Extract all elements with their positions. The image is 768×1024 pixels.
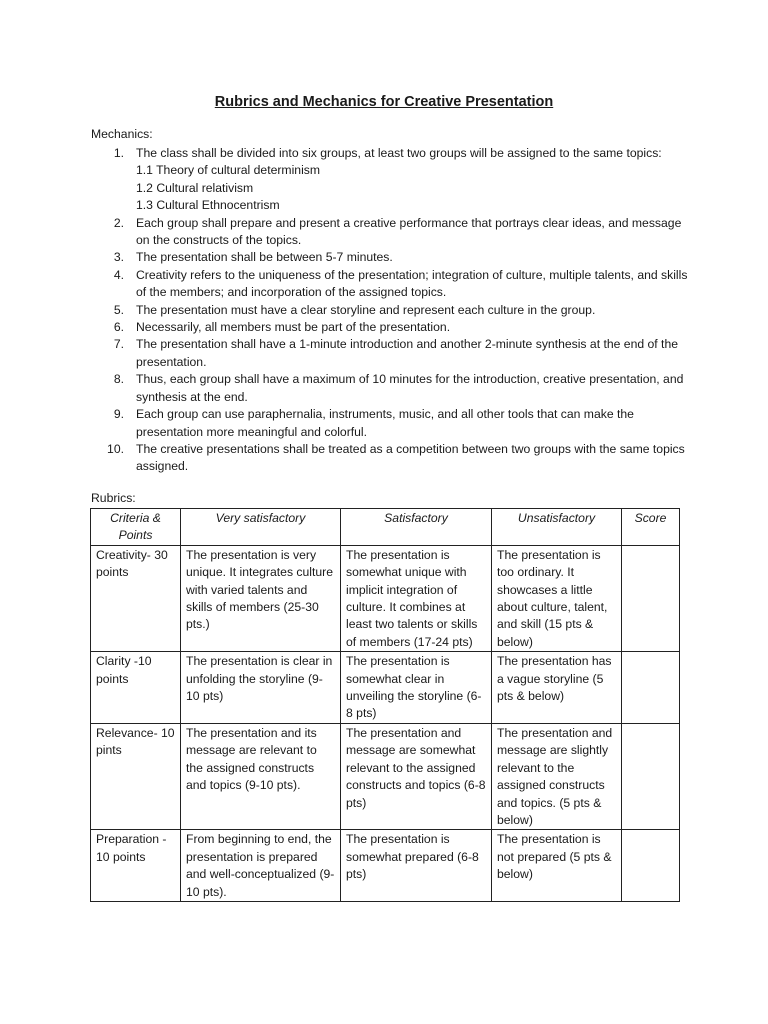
mechanics-list bbox=[91, 145, 691, 476]
list-item bbox=[91, 249, 691, 266]
header-unsatisfactory: Unsatisfactory bbox=[492, 509, 622, 546]
table-cell: Creativity- 30 points bbox=[91, 545, 181, 651]
item-text: Each group shall prepare and present a creative performance that portrays clear ideas, and message on the constructs of the topics. bbox=[136, 215, 682, 248]
item-text: Creativity refers to the uniqueness of the presentation; integration of culture, multiple talents, and skills of the members; and incorporation of the assigned topics. bbox=[136, 267, 688, 300]
item-text: The class shall be divided into six groups, at least two groups will be assigned to the same topics: bbox=[136, 146, 662, 160]
header-satisfactory: Satisfactory bbox=[341, 509, 492, 546]
table-cell: Preparation - 10 points bbox=[91, 830, 181, 902]
table-cell: The presentation is too ordinary. It showcases a little about culture, talent, and skill (15 pts & below) bbox=[492, 545, 622, 651]
header-very-satisfactory: Very satisfactory bbox=[181, 509, 341, 546]
item-number: 5. bbox=[113, 302, 124, 317]
item-text: Necessarily, all members must be part of the presentation. bbox=[136, 320, 451, 335]
table-row bbox=[91, 652, 680, 724]
item-number: 2. bbox=[113, 215, 124, 230]
score-cell bbox=[622, 723, 680, 829]
table-cell: Relevance- 10 pints bbox=[91, 723, 181, 829]
item-number: 4. bbox=[113, 267, 124, 282]
header-criteria: Criteria & Points bbox=[91, 509, 181, 546]
table-cell: From beginning to end, the presentation is prepared and well-conceptualized (9-10 pts). bbox=[181, 830, 341, 902]
sub-item: 1.1 Theory of cultural determinism bbox=[136, 163, 321, 178]
item-number: 7. bbox=[113, 337, 124, 352]
list-item bbox=[91, 441, 691, 476]
table-cell: The presentation is not prepared (5 pts & below) bbox=[492, 830, 622, 902]
table-cell: The presentation has a vague storyline (5 pts & below) bbox=[492, 652, 622, 724]
score-cell bbox=[622, 652, 680, 724]
page-title bbox=[0, 94, 768, 110]
rubrics-label: Rubrics: bbox=[91, 491, 136, 505]
item-text: Each group can use paraphernalia, instruments, music, and all other tools that can make the presentation more meaningful and colorful. bbox=[136, 407, 634, 439]
score-cell bbox=[622, 545, 680, 651]
item-number: 9. bbox=[113, 407, 124, 422]
list-item bbox=[91, 319, 691, 336]
table-cell: Clarity -10 points bbox=[91, 652, 181, 724]
table-cell: The presentation is somewhat prepared (6-8 pts) bbox=[341, 830, 492, 902]
sub-item: 1.2 Cultural relativism bbox=[136, 180, 254, 195]
score-cell bbox=[622, 830, 680, 902]
table-cell: The presentation is somewhat unique with implicit integration of culture. It combines at least two talents or skills of members (17-24 pts) bbox=[341, 545, 492, 651]
table-cell: The presentation is very unique. It integrates culture with varied talents and skills of members (25-30 pts.) bbox=[181, 545, 341, 651]
item-number: 10. bbox=[107, 441, 124, 456]
table-header-row bbox=[91, 509, 680, 546]
table-cell: The presentation and its message are relevant to the assigned constructs and topics (9-10 pts). bbox=[181, 723, 341, 829]
list-item bbox=[91, 336, 691, 371]
sub-item: 1.3 Cultural Ethnocentrism bbox=[136, 198, 280, 213]
table-row bbox=[91, 545, 680, 651]
item-text: The presentation shall have a 1-minute introduction and another 2-minute synthesis at the end of the presentation. bbox=[136, 337, 679, 369]
sub-list bbox=[136, 162, 691, 214]
item-text: The presentation must have a clear storyline and represent each culture in the group. bbox=[136, 302, 596, 317]
list-item bbox=[91, 267, 691, 302]
list-item bbox=[91, 371, 691, 406]
title-text: Rubrics and Mechanics for Creative Presentation bbox=[214, 94, 554, 110]
item-text: The presentation shall be between 5-7 minutes. bbox=[136, 250, 393, 265]
table-cell: The presentation is clear in unfolding the storyline (9-10 pts) bbox=[181, 652, 341, 724]
list-item bbox=[91, 302, 691, 319]
item-number: 8. bbox=[113, 372, 124, 387]
item-number: 3. bbox=[113, 250, 124, 265]
item-text: Thus, each group shall have a maximum of 10 minutes for the introduction, creative presentation, and synthesis at the end. bbox=[136, 372, 684, 404]
list-item bbox=[91, 145, 691, 215]
table-row bbox=[91, 830, 680, 902]
rubric-table bbox=[90, 508, 680, 902]
mechanics-label: Mechanics: bbox=[91, 127, 153, 141]
table-cell: The presentation is somewhat clear in unveiling the storyline (6-8 pts) bbox=[341, 652, 492, 724]
item-number: 6. bbox=[113, 320, 124, 335]
list-item bbox=[91, 215, 691, 250]
list-item bbox=[91, 406, 691, 441]
header-score: Score bbox=[622, 509, 680, 546]
table-row bbox=[91, 723, 680, 829]
item-number: 1. bbox=[113, 146, 124, 160]
table-cell: The presentation and message are somewhat relevant to the assigned constructs and topics (6-8 pts) bbox=[341, 723, 492, 829]
item-text: The creative presentations shall be treated as a competition between two groups with the same topics assigned. bbox=[136, 441, 685, 474]
table-cell: The presentation and message are slightly relevant to the assigned constructs and topics. (5 pts & below) bbox=[492, 723, 622, 829]
